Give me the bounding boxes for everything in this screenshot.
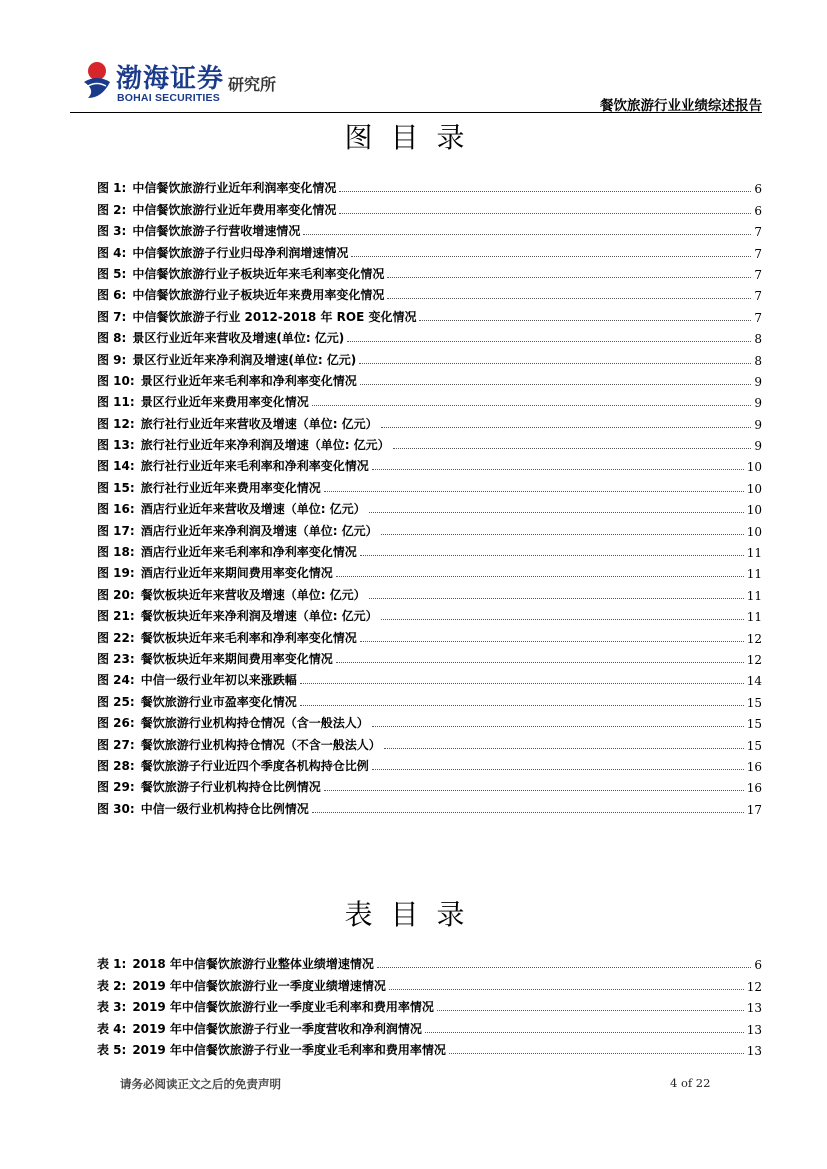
figure-entry-page: 8 [754, 332, 762, 347]
dot-leader [372, 468, 744, 470]
figure-entry-page: 10 [746, 503, 762, 518]
figure-entry-label: 图 24: [97, 673, 135, 688]
footer-page-indicator: 4 of 22 [670, 1076, 711, 1090]
tables-toc [97, 951, 762, 1058]
figure-entry-title: 餐饮旅游行业机构持仓情况（不含一般法人） [140, 737, 381, 752]
figure-entry[interactable] [97, 368, 762, 389]
table-entry-label: 表 4: [97, 1021, 127, 1036]
figure-entry-label: 图 10: [97, 373, 135, 388]
dot-leader [449, 1052, 744, 1054]
figure-entry-page: 11 [746, 588, 762, 603]
dot-leader [359, 362, 751, 364]
table-entry-title: 2019 年中信餐饮旅游子行业一季度营收和净利润情况 [132, 1021, 422, 1036]
bohai-logo-icon [82, 60, 112, 100]
figure-entry-title: 中信餐饮旅游行业近年利润率变化情况 [132, 181, 337, 196]
table-entry[interactable] [97, 1037, 762, 1058]
dot-leader [369, 511, 744, 513]
figure-entry-label: 图 3: [97, 224, 127, 239]
figure-entry-page: 11 [746, 567, 762, 582]
table-entry[interactable] [97, 994, 762, 1015]
figure-entry[interactable] [97, 560, 762, 581]
figure-entry-title: 酒店行业近年来期间费用率变化情况 [140, 566, 333, 581]
tables-section-title: 表目录 [344, 898, 483, 931]
figure-entry-title: 景区行业近年来毛利率和净利率变化情况 [140, 373, 357, 388]
figure-entry-page: 7 [754, 310, 762, 325]
dot-leader [303, 233, 751, 235]
figure-entry-label: 图 19: [97, 566, 135, 581]
figure-entry-title: 酒店行业近年来营收及增速（单位: 亿元） [140, 502, 366, 517]
figure-entry-page: 7 [754, 246, 762, 261]
dot-leader [300, 704, 744, 706]
dot-leader [312, 811, 744, 813]
figure-entry-page: 17 [746, 802, 762, 817]
dot-leader [369, 597, 744, 599]
figure-entry-title: 酒店行业近年来毛利率和净利率变化情况 [140, 545, 357, 560]
figure-entry-title: 餐饮旅游行业机构持仓情况（含一般法人） [140, 716, 369, 731]
figure-entry-label: 图 25: [97, 694, 135, 709]
figure-entry-page: 14 [746, 674, 762, 689]
figure-entry-page: 9 [754, 417, 762, 432]
figure-entry[interactable] [97, 581, 762, 602]
figure-entry[interactable] [97, 517, 762, 538]
figure-entry-label: 图 11: [97, 395, 135, 410]
dot-leader [437, 1009, 744, 1011]
figure-entry[interactable] [97, 774, 762, 795]
figure-entry-page: 15 [746, 717, 762, 732]
figure-entry[interactable] [97, 688, 762, 709]
dot-leader [381, 426, 752, 428]
figure-entry[interactable] [97, 218, 762, 239]
figure-entry[interactable] [97, 325, 762, 346]
figure-entry[interactable] [97, 667, 762, 688]
figure-entry[interactable] [97, 303, 762, 324]
figure-entry-page: 12 [746, 652, 762, 667]
header-divider [70, 112, 762, 113]
dot-leader [384, 747, 744, 749]
table-entry[interactable] [97, 1015, 762, 1036]
figure-entry-label: 图 29: [97, 780, 135, 795]
figure-entry[interactable] [97, 175, 762, 196]
dot-leader [300, 682, 744, 684]
figure-entry-page: 10 [746, 460, 762, 475]
figure-entry-title: 餐饮板块近年来营收及增速（单位: 亿元） [140, 587, 366, 602]
figure-entry-page: 9 [754, 439, 762, 454]
figure-entry-label: 图 12: [97, 416, 135, 431]
dot-leader [324, 789, 744, 791]
figure-entry-page: 11 [746, 610, 762, 625]
figure-entry-page: 9 [754, 374, 762, 389]
figure-entry-title: 中信餐饮旅游行业子板块近年来费用率变化情况 [132, 288, 385, 303]
figure-entry-label: 图 14: [97, 459, 135, 474]
logo-institute: 研究所 [228, 75, 277, 94]
table-entry-page: 13 [746, 1043, 762, 1058]
figure-entry-title: 中信餐饮旅游子行营收增速情况 [132, 224, 301, 239]
figure-entry-page: 10 [746, 481, 762, 496]
figure-entry-label: 图 16: [97, 502, 135, 517]
dot-leader [347, 340, 751, 342]
figure-entry-page: 15 [746, 695, 762, 710]
figure-entry-page: 7 [754, 267, 762, 282]
dot-leader [419, 319, 751, 321]
table-entry-title: 2019 年中信餐饮旅游行业一季度业绩增速情况 [132, 978, 386, 993]
figure-entry-title: 餐饮板块近年来净利润及增速（单位: 亿元） [140, 609, 378, 624]
figures-toc [97, 175, 762, 817]
figure-entry-page: 7 [754, 289, 762, 304]
figure-entry-label: 图 7: [97, 309, 127, 324]
figure-entry-title: 餐饮旅游子行业近四个季度各机构持仓比例 [140, 758, 369, 773]
figure-entry[interactable] [97, 389, 762, 410]
dot-leader [360, 383, 752, 385]
dot-leader [377, 966, 751, 968]
figure-entry-page: 9 [754, 396, 762, 411]
dot-leader [339, 190, 751, 192]
figure-entry[interactable] [97, 710, 762, 731]
table-entry[interactable] [97, 972, 762, 993]
dot-leader [381, 533, 744, 535]
figure-entry-title: 酒店行业近年来净利润及增速（单位: 亿元） [140, 523, 378, 538]
figure-entry[interactable] [97, 731, 762, 752]
dot-leader [372, 725, 744, 727]
dot-leader [425, 1031, 744, 1033]
figure-entry[interactable] [97, 239, 762, 260]
table-entry-title: 2019 年中信餐饮旅游子行业一季度业毛利率和费用率情况 [132, 1042, 446, 1057]
figure-entry-label: 图 20: [97, 587, 135, 602]
figure-entry[interactable] [97, 261, 762, 282]
figure-entry-label: 图 28: [97, 758, 135, 773]
figure-entry-page: 16 [746, 781, 762, 796]
dot-leader [381, 618, 744, 620]
figure-entry-title: 中信餐饮旅游子行业归母净利润增速情况 [132, 245, 349, 260]
dot-leader [387, 297, 751, 299]
figure-entry-label: 图 15: [97, 480, 135, 495]
figure-entry-label: 图 13: [97, 438, 135, 453]
dot-leader [339, 212, 751, 214]
figure-entry-page: 16 [746, 759, 762, 774]
figure-entry[interactable] [97, 453, 762, 474]
figure-entry-label: 图 18: [97, 545, 135, 560]
figure-entry-title: 旅行社行业近年来营收及增速（单位: 亿元） [140, 416, 378, 431]
figure-entry-label: 图 2: [97, 202, 127, 217]
figure-entry-title: 旅行社行业近年来毛利率和净利率变化情况 [140, 459, 369, 474]
table-entry-page: 13 [746, 1022, 762, 1037]
figure-entry-title: 餐饮板块近年来毛利率和净利率变化情况 [140, 630, 357, 645]
page-header [70, 54, 762, 114]
figure-entry-title: 景区行业近年来净利润及增速(单位: 亿元) [132, 352, 357, 367]
dot-leader [336, 575, 744, 577]
logo-english-name: BOHAI SECURITIES [117, 92, 220, 104]
footer-disclaimer: 请务必阅读正文之后的免责声明 [120, 1077, 281, 1091]
dot-leader [389, 988, 744, 990]
figure-entry-page: 10 [746, 524, 762, 539]
table-entry-label: 表 3: [97, 1000, 127, 1015]
figure-entry-label: 图 8: [97, 331, 127, 346]
figure-entry-page: 6 [754, 203, 762, 218]
dot-leader [324, 490, 744, 492]
figure-entry-label: 图 9: [97, 352, 127, 367]
figure-entry-page: 8 [754, 353, 762, 368]
figure-entry-title: 餐饮旅游行业市盈率变化情况 [140, 694, 297, 709]
table-entry-label: 表 2: [97, 978, 127, 993]
table-entry[interactable] [97, 951, 762, 972]
table-entry-page: 12 [746, 979, 762, 994]
figure-entry[interactable] [97, 539, 762, 560]
figure-entry[interactable] [97, 624, 762, 645]
figure-entry[interactable] [97, 496, 762, 517]
table-entry-page: 6 [754, 958, 762, 973]
figure-entry-label: 图 27: [97, 737, 135, 752]
figure-entry-page: 6 [754, 182, 762, 197]
figure-entry-title: 餐饮板块近年来期间费用率变化情况 [140, 651, 333, 666]
dot-leader [360, 640, 744, 642]
report-title: 餐饮旅游行业业绩综述报告 [600, 98, 762, 114]
figure-entry-title: 旅行社行业近年来净利润及增速（单位: 亿元） [140, 438, 390, 453]
logo-chinese-name: 渤海证券 [116, 64, 225, 94]
figure-entry-label: 图 22: [97, 630, 135, 645]
dot-leader [351, 255, 751, 257]
figure-entry-label: 图 17: [97, 523, 135, 538]
figure-entry-label: 图 1: [97, 181, 127, 196]
figure-entry[interactable] [97, 795, 762, 816]
table-entry-title: 2018 年中信餐饮旅游行业整体业绩增速情况 [132, 957, 374, 972]
table-entry-title: 2019 年中信餐饮旅游行业一季度业毛利率和费用率情况 [132, 1000, 434, 1015]
table-entry-page: 13 [746, 1001, 762, 1016]
figure-entry-title: 中信餐饮旅游行业子板块近年来毛利率变化情况 [132, 266, 385, 281]
figure-entry-label: 图 5: [97, 266, 127, 281]
dot-leader [360, 554, 744, 556]
figures-section-title: 图目录 [344, 121, 483, 154]
table-entry-label: 表 1: [97, 957, 127, 972]
dot-leader [393, 447, 752, 449]
figure-entry-page: 11 [746, 546, 762, 561]
figure-entry[interactable] [97, 196, 762, 217]
figure-entry[interactable] [97, 753, 762, 774]
figure-entry-page: 15 [746, 738, 762, 753]
figure-entry[interactable] [97, 646, 762, 667]
figure-entry-title: 中信餐饮旅游子行业 2012-2018 年 ROE 变化情况 [132, 309, 417, 324]
figure-entry[interactable] [97, 603, 762, 624]
figure-entry-label: 图 23: [97, 651, 135, 666]
figure-entry[interactable] [97, 474, 762, 495]
figure-entry[interactable] [97, 282, 762, 303]
figure-entry-label: 图 21: [97, 609, 135, 624]
dot-leader [372, 768, 744, 770]
figure-entry-title: 景区行业近年来营收及增速(单位: 亿元) [132, 331, 345, 346]
dot-leader [336, 661, 744, 663]
dot-leader [387, 276, 751, 278]
dot-leader [312, 404, 752, 406]
figure-entry-label: 图 6: [97, 288, 127, 303]
figure-entry[interactable] [97, 346, 762, 367]
figure-entry-title: 餐饮旅游子行业机构持仓比例情况 [140, 780, 321, 795]
figure-entry[interactable] [97, 432, 762, 453]
figure-entry-label: 图 4: [97, 245, 127, 260]
table-entry-label: 表 5: [97, 1042, 127, 1057]
figure-entry-title: 中信餐饮旅游行业近年费用率变化情况 [132, 202, 337, 217]
figure-entry-page: 7 [754, 225, 762, 240]
figure-entry-title: 景区行业近年来费用率变化情况 [140, 395, 309, 410]
figure-entry-title: 中信一级行业机构持仓比例情况 [140, 801, 309, 816]
figure-entry-label: 图 30: [97, 801, 135, 816]
figure-entry-page: 12 [746, 631, 762, 646]
figure-entry-title: 中信一级行业年初以来涨跌幅 [140, 673, 297, 688]
figure-entry-title: 旅行社行业近年来费用率变化情况 [140, 480, 321, 495]
figure-entry-label: 图 26: [97, 716, 135, 731]
figure-entry[interactable] [97, 410, 762, 431]
